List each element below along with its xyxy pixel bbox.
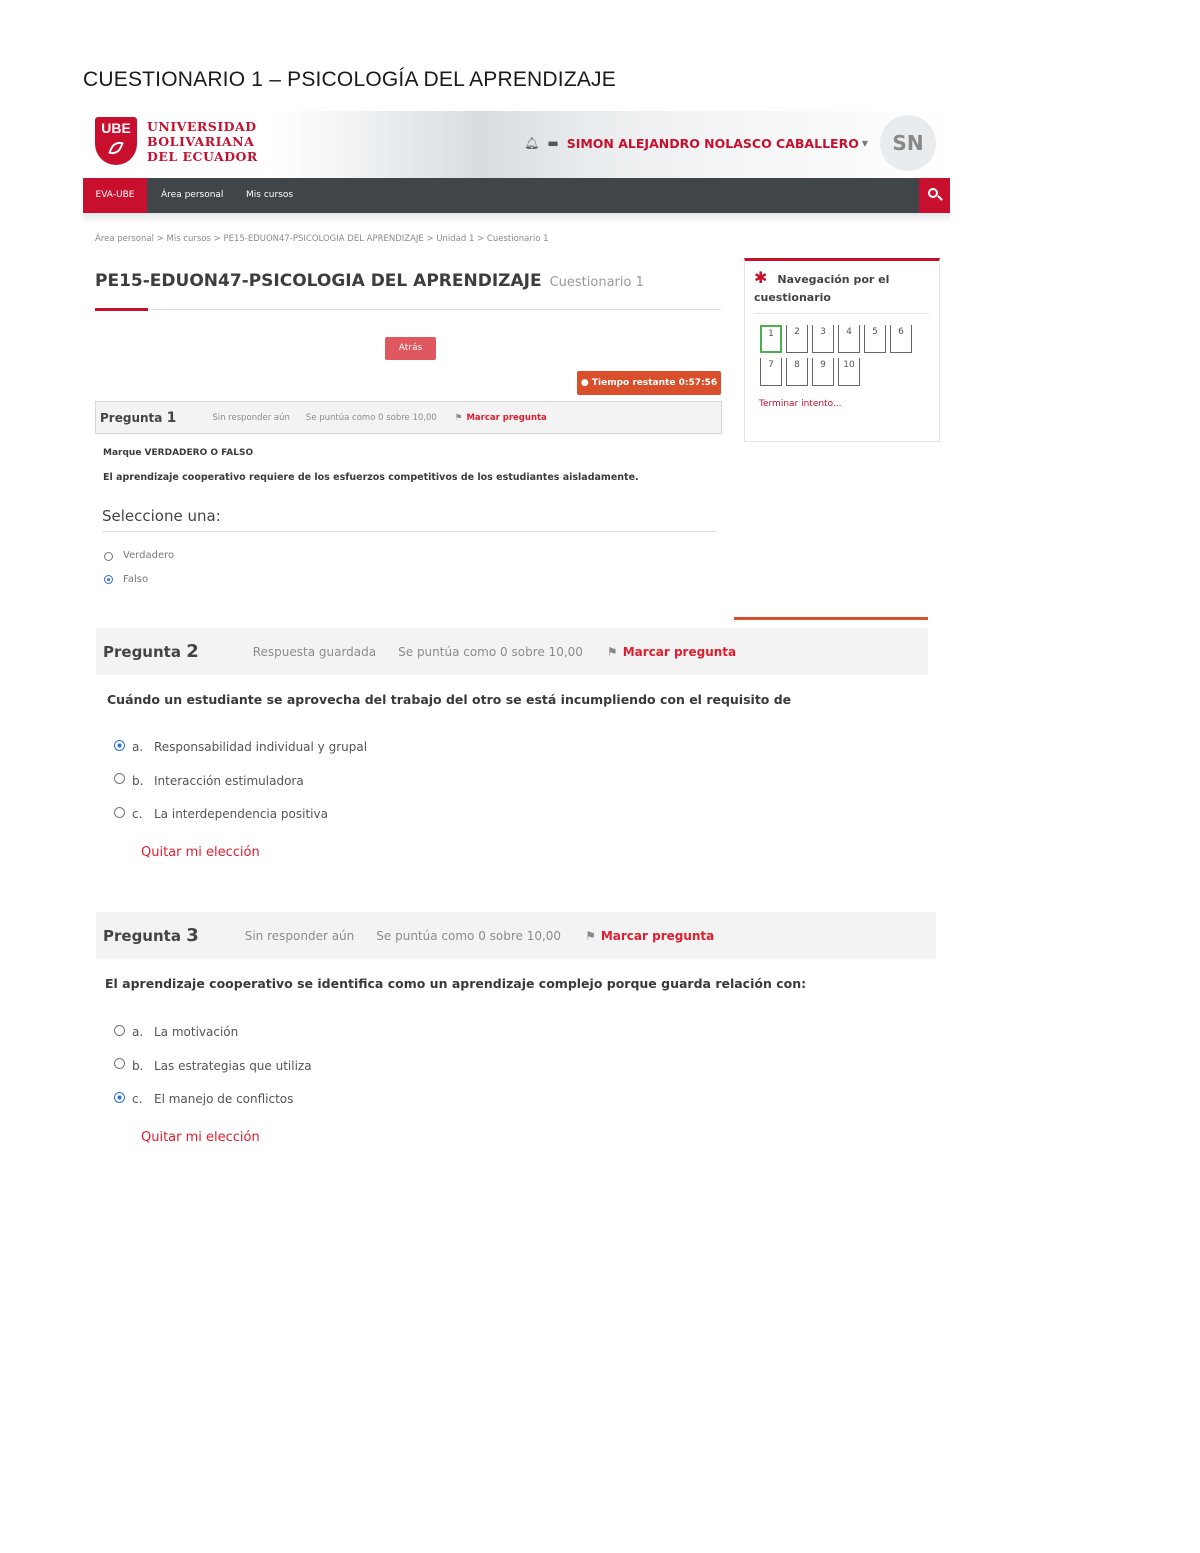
- quiz-nav-button-4[interactable]: 4: [838, 325, 860, 353]
- quiz-nav-button-2[interactable]: 2: [786, 325, 808, 353]
- nav-item-home[interactable]: EVA-UBE: [83, 178, 147, 213]
- flag-question-link[interactable]: Marcar pregunta: [600, 928, 715, 943]
- back-button[interactable]: Atrás: [385, 337, 436, 360]
- question-status: Sin responder aún: [244, 928, 355, 943]
- quiz-nav-button-1[interactable]: 1: [760, 325, 782, 353]
- flag-icon[interactable]: ⚑: [454, 412, 463, 423]
- quiz-nav-button-6[interactable]: 6: [890, 325, 912, 353]
- search-button[interactable]: [919, 178, 950, 213]
- asterisk-icon: ✱: [754, 268, 768, 287]
- option-c: c. La interdependencia positiva: [132, 807, 328, 821]
- divider: [754, 313, 929, 314]
- option-a: a. Responsabilidad individual y grupal: [132, 740, 368, 754]
- clock-icon: ●: [580, 378, 589, 388]
- radio-option-b[interactable]: [114, 1058, 125, 1069]
- quiz-nav-button-7[interactable]: 7: [760, 358, 782, 386]
- chevron-down-icon[interactable]: ▼: [861, 138, 868, 148]
- question-score: Se puntúa como 0 sobre 10,00: [376, 928, 562, 943]
- document-title: CUESTIONARIO 1 – PSICOLOGÍA DEL APRENDIZAJE: [83, 68, 616, 91]
- option-b: b. Las estrategias que utiliza: [132, 1059, 312, 1073]
- question-status: Respuesta guardada: [252, 644, 377, 659]
- question-3-header: [96, 912, 936, 959]
- shield-logo-icon: [95, 117, 137, 165]
- time-remaining-badge: [577, 371, 721, 395]
- breadcrumb[interactable]: Área personal > Mis cursos > PE15-EDUON47-PSICOLOGIA DEL APRENDIZAJE > Unidad 1 > Cuestionario 1: [95, 234, 549, 244]
- quiz-nav-button-10[interactable]: 10: [838, 358, 860, 386]
- clear-choice-link[interactable]: Quitar mi elección: [141, 845, 260, 860]
- radio-option-b[interactable]: [114, 773, 125, 784]
- quiz-nav-button-5[interactable]: 5: [864, 325, 886, 353]
- question-3-text: El aprendizaje cooperativo se identifica como un aprendizaje complejo porque guarda relación con:: [105, 976, 807, 991]
- radio-verdadero[interactable]: [104, 552, 113, 561]
- course-subtitle: Cuestionario 1: [549, 275, 644, 290]
- question-label: Pregunta 1: [100, 409, 177, 426]
- question-status: Sin responder aún: [212, 412, 290, 423]
- user-name[interactable]: SIMON ALEJANDRO NOLASCO CABALLERO: [566, 135, 859, 151]
- flag-icon[interactable]: ⚑: [585, 928, 596, 943]
- site-header: [83, 111, 950, 178]
- leaf-icon: [108, 139, 124, 158]
- flag-question-link[interactable]: Marcar pregunta: [466, 412, 547, 423]
- university-logo[interactable]: [95, 117, 258, 165]
- user-menu[interactable]: [524, 115, 936, 171]
- flag-icon[interactable]: ⚑: [606, 644, 618, 659]
- question-label: Pregunta 3: [103, 925, 199, 946]
- radio-option-a[interactable]: [114, 740, 125, 751]
- question-score: Se puntúa como 0 sobre 10,00: [398, 644, 583, 659]
- option-c: c. El manejo de conflictos: [132, 1092, 294, 1106]
- divider: [95, 309, 721, 310]
- page-title: [95, 271, 644, 291]
- finish-attempt-link[interactable]: Terminar intento...: [759, 399, 842, 409]
- question-1-text: El aprendizaje cooperativo requiere de los esfuerzos competitivos de los estudiantes aisladamente.: [103, 472, 639, 483]
- select-one-label: Seleccione una:: [102, 507, 221, 525]
- question-score: Se puntúa como 0 sobre 10,00: [305, 412, 437, 423]
- timer-text: Tiempo restante 0:57:56: [591, 378, 718, 388]
- quiz-nav-button-9[interactable]: 9: [812, 358, 834, 386]
- nav-item-my-courses[interactable]: Mis cursos: [246, 190, 294, 200]
- flag-question-link[interactable]: Marcar pregunta: [622, 644, 737, 659]
- radio-option-c[interactable]: [114, 807, 125, 818]
- radio-falso[interactable]: [104, 575, 113, 584]
- question-1-header: [95, 401, 722, 434]
- option-label: Falso: [123, 574, 149, 585]
- clear-choice-link[interactable]: Quitar mi elección: [141, 1130, 260, 1145]
- notification-bell-icon[interactable]: 🔔︎: [524, 136, 540, 150]
- divider: [734, 617, 928, 620]
- message-icon[interactable]: ▬: [547, 136, 559, 150]
- course-title: PE15-EDUON47-PSICOLOGIA DEL APRENDIZAJE: [95, 271, 542, 291]
- question-1-prompt: Marque VERDADERO O FALSO: [103, 448, 254, 458]
- option-a: a. La motivación: [132, 1025, 239, 1039]
- option-b: b. Interacción estimuladora: [132, 774, 304, 788]
- nav-item-personal-area[interactable]: Área personal: [161, 190, 224, 200]
- title-accent-bar: [95, 308, 148, 311]
- logo-text: [147, 119, 258, 164]
- avatar[interactable]: SN: [880, 115, 936, 171]
- logo-badge: UBE: [101, 120, 131, 136]
- question-2-header: [96, 628, 928, 675]
- question-2-text: Cuándo un estudiante se aprovecha del trabajo del otro se está incumpliendo con el requisito de: [107, 692, 792, 707]
- quiz-page-screenshot: [83, 111, 950, 445]
- quiz-nav-button-3[interactable]: 3: [812, 325, 834, 353]
- option-label: Verdadero: [123, 550, 175, 561]
- main-navbar: [83, 178, 950, 213]
- divider: [102, 531, 716, 532]
- quiz-navigation-panel: [744, 258, 940, 442]
- quiz-nav-button-8[interactable]: 8: [786, 358, 808, 386]
- quiz-navigation-title: ✱ Navegación por el cuestionario: [754, 268, 890, 304]
- logo-line: DEL ECUADOR: [147, 148, 258, 164]
- question-label: Pregunta 2: [103, 641, 199, 662]
- logo-line: UNIVERSIDAD: [147, 118, 257, 134]
- logo-line: BOLIVARIANA: [147, 133, 255, 149]
- radio-option-c[interactable]: [114, 1092, 125, 1103]
- radio-option-a[interactable]: [114, 1025, 125, 1036]
